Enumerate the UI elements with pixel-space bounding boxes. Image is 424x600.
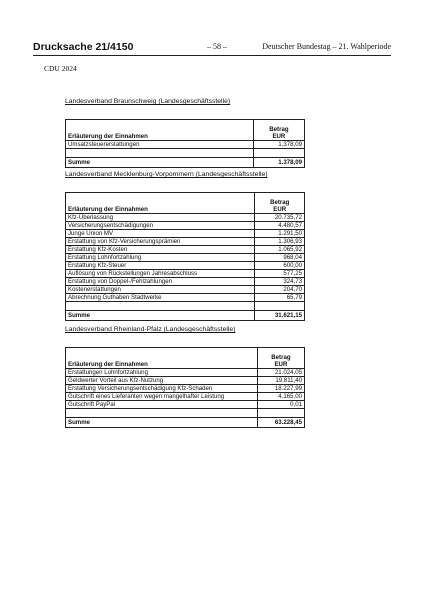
row-label: Erstattung Kfz-Kosten: [66, 246, 255, 254]
table-row: [66, 238, 305, 246]
sum-amount: 1.378,09: [253, 158, 304, 168]
blank-row: [66, 302, 305, 311]
blank-cell: [66, 409, 258, 418]
blank-cell: [257, 409, 304, 418]
table-header-row: [66, 348, 305, 369]
page-number: – 58 –: [207, 42, 227, 51]
section-title: Landesverband Braunschweig (Landesgeschäftsstelle): [65, 98, 231, 105]
table-row: [66, 401, 305, 409]
sum-row: [66, 418, 305, 428]
row-amount: 19.811,40: [257, 377, 304, 385]
blank-cell: [66, 302, 255, 311]
table-row: [66, 214, 305, 222]
row-amount: 577,25: [255, 270, 305, 278]
row-amount: 1.306,93: [255, 238, 305, 246]
column-header-amount: [257, 348, 304, 369]
blank-cell: [253, 149, 304, 158]
table-row: [66, 385, 305, 393]
column-header-description: Erläuterung der Einnahmen: [66, 120, 254, 141]
document-number: Drucksache 21/4150: [33, 41, 134, 53]
sum-amount: 63.228,45: [257, 418, 304, 428]
table-row: [66, 369, 305, 377]
table-row: [66, 377, 305, 385]
row-label: Erstattung Kfz-Steuer: [66, 262, 255, 270]
section-rheinland-pfalz: [65, 325, 305, 428]
row-label: Erstattung von Kfz-Versicherungsprämien: [66, 238, 255, 246]
sum-row: [66, 158, 305, 168]
row-amount: 21.024,05: [257, 369, 304, 377]
amount-header-currency: EUR: [274, 361, 288, 368]
row-label: Junge Union MV: [66, 230, 255, 238]
row-amount: 1.291,50: [255, 230, 305, 238]
blank-cell: [66, 149, 254, 158]
row-amount: 20.735,72: [255, 214, 305, 222]
table-row: [66, 286, 305, 294]
table-row: [66, 393, 305, 401]
blank-row: [66, 149, 305, 158]
row-label: Erstattung Versicherungsentschädigung Kfz-Schaden: [66, 385, 258, 393]
section-title: Landesverband Mecklenburg-Vorpommern (Landesgeschäftsstelle): [65, 171, 268, 178]
table-row: [66, 294, 305, 302]
row-label: Gutschrift PayPal: [66, 401, 258, 409]
table-row: [66, 262, 305, 270]
row-amount: 4.480,57: [255, 222, 305, 230]
row-label: Versicherungsentschädigungen: [66, 222, 255, 230]
row-label: Erstattungen Lohnfortzahlung: [66, 369, 258, 377]
page-header: [33, 41, 391, 56]
row-amount: 324,73: [255, 278, 305, 286]
income-table: [65, 347, 305, 428]
row-amount: 18.227,99: [257, 385, 304, 393]
income-table: [65, 192, 305, 321]
row-label: Kfz-Überlassung: [66, 214, 255, 222]
column-header-description: Erläuterung der Einnahmen: [66, 348, 258, 369]
table-row: [66, 270, 305, 278]
row-label: Erstattung von Doppel-/Fehlzahlungen: [66, 278, 255, 286]
section-title: Landesverband Rheinland-Pfalz (Landesgeschäftsstelle): [65, 326, 236, 333]
table-row: [66, 141, 305, 149]
sum-label: Summe: [66, 311, 255, 321]
sum-label: Summe: [66, 418, 258, 428]
column-header-amount: [255, 193, 305, 214]
amount-header-betrag: Betrag: [269, 126, 289, 133]
row-amount: 4.165,00: [257, 393, 304, 401]
row-amount: 0,01: [257, 401, 304, 409]
sum-label: Summe: [66, 158, 254, 168]
table-row: [66, 222, 305, 230]
table-row: [66, 230, 305, 238]
row-label: Geldwerter Vorteil aus Kfz-Nutzung: [66, 377, 258, 385]
column-header-amount: [253, 120, 304, 141]
row-label: Umsatzsteuererstattungen: [66, 141, 254, 149]
row-amount: 65,79: [255, 294, 305, 302]
amount-header-currency: EUR: [273, 206, 287, 213]
row-label: Auflösung von Rückstellungen Jahresabschluss: [66, 270, 255, 278]
row-label: Kostenerstattungen: [66, 286, 255, 294]
row-amount: 1.065,92: [255, 246, 305, 254]
section-mecklenburg-vorpommern: [65, 170, 305, 321]
row-amount: 600,00: [255, 262, 305, 270]
row-label: Gutschrift eines Lieferanten wegen mangelhafter Leistung: [66, 393, 258, 401]
blank-cell: [255, 302, 305, 311]
row-label: Erstattung Lohnfortzahlung: [66, 254, 255, 262]
row-label: Abrechnung Guthaben Stadtwerke: [66, 294, 255, 302]
publisher-line: Deutscher Bundestag – 21. Wahlperiode: [262, 42, 391, 51]
table-row: [66, 246, 305, 254]
table-row: [66, 278, 305, 286]
party-label: CDU 2024: [44, 64, 77, 73]
income-table: [65, 119, 305, 168]
sum-row: [66, 311, 305, 321]
row-amount: 1.378,09: [253, 141, 304, 149]
sum-amount: 31.621,15: [255, 311, 305, 321]
row-amount: 204,70: [255, 286, 305, 294]
column-header-description: Erläuterung der Einnahmen: [66, 193, 255, 214]
amount-header-betrag: Betrag: [271, 354, 291, 361]
section-braunschweig: [65, 97, 305, 168]
amount-header-currency: EUR: [272, 133, 286, 140]
row-amount: 968,04: [255, 254, 305, 262]
blank-row: [66, 409, 305, 418]
table-row: [66, 254, 305, 262]
amount-header-betrag: Betrag: [270, 199, 290, 206]
table-header-row: [66, 193, 305, 214]
table-header-row: [66, 120, 305, 141]
